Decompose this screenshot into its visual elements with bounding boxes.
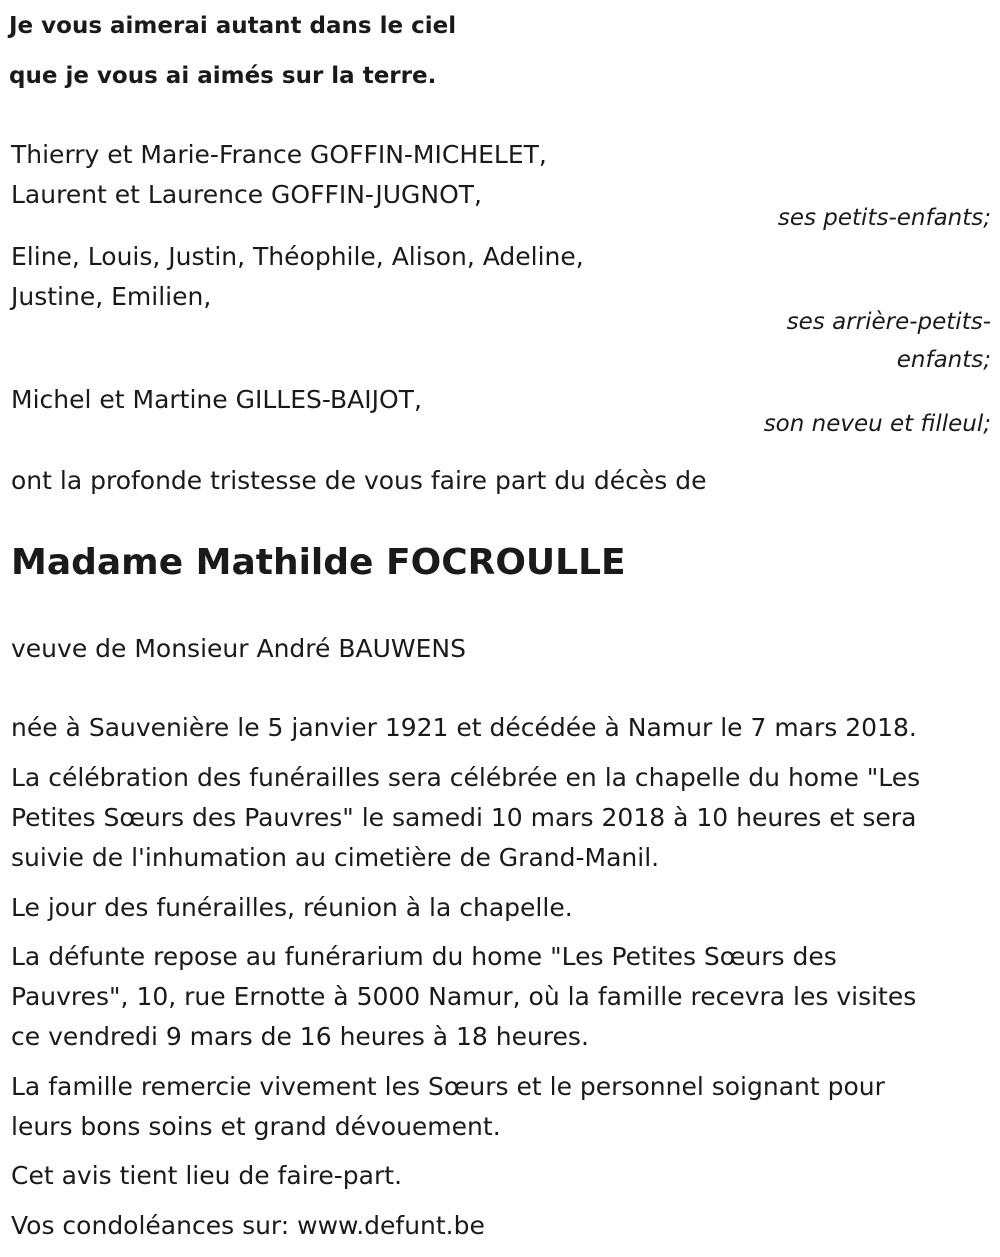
repose-line-1: La défunte repose au funérarium du home "Les Petites Sœurs des	[11, 942, 837, 971]
deceased-name: Madame Mathilde FOCROULLE	[11, 542, 626, 583]
condolences: Vos condoléances sur: www.defunt.be	[11, 1211, 485, 1240]
grandchildren-line-1: Eline, Louis, Justin, Théophile, Alison, Adeline,	[11, 242, 584, 271]
ceremony-line-1: La célébration des funérailles sera célébrée en la chapelle du home "Les	[11, 763, 921, 792]
thanks-line-2: leurs bons soins et grand dévouement.	[11, 1112, 501, 1141]
children-relation: ses petits-enfants;	[777, 205, 991, 231]
nephew-line: Michel et Martine GILLES-BAIJOT,	[11, 385, 422, 414]
grandchildren-line-2: Justine, Emilien,	[11, 282, 212, 311]
epigraph-line-1: Je vous aimerai autant dans le ciel	[9, 13, 457, 39]
repose-line-3: ce vendredi 9 mars de 16 heures à 18 heures.	[11, 1022, 589, 1051]
notice: Cet avis tient lieu de faire-part.	[11, 1161, 403, 1190]
widow-of: veuve de Monsieur André BAUWENS	[11, 634, 466, 663]
announcement: ont la profonde tristesse de vous faire part du décès de	[11, 466, 707, 495]
repose-line-2: Pauvres", 10, rue Ernotte à 5000 Namur, où la famille recevra les visites	[11, 982, 917, 1011]
gathering: Le jour des funérailles, réunion à la chapelle.	[11, 893, 573, 922]
grandchildren-relation-line-2: enfants;	[896, 347, 991, 373]
nephew-relation: son neveu et filleul;	[763, 411, 991, 437]
birth-death: née à Sauvenière le 5 janvier 1921 et décédée à Namur le 7 mars 2018.	[11, 713, 917, 742]
thanks-line-1: La famille remercie vivement les Sœurs et le personnel soignant pour	[11, 1072, 885, 1101]
children-line-1: Thierry et Marie-France GOFFIN-MICHELET,	[11, 140, 547, 169]
children-line-2: Laurent et Laurence GOFFIN-JUGNOT,	[11, 180, 482, 209]
epigraph-line-2: que je vous ai aimés sur la terre.	[9, 63, 437, 89]
ceremony-line-3: suivie de l'inhumation au cimetière de Grand-Manil.	[11, 843, 660, 872]
grandchildren-relation-line-1: ses arrière-petits-	[786, 309, 991, 335]
ceremony-line-2: Petites Sœurs des Pauvres" le samedi 10 mars 2018 à 10 heures et sera	[11, 803, 917, 832]
